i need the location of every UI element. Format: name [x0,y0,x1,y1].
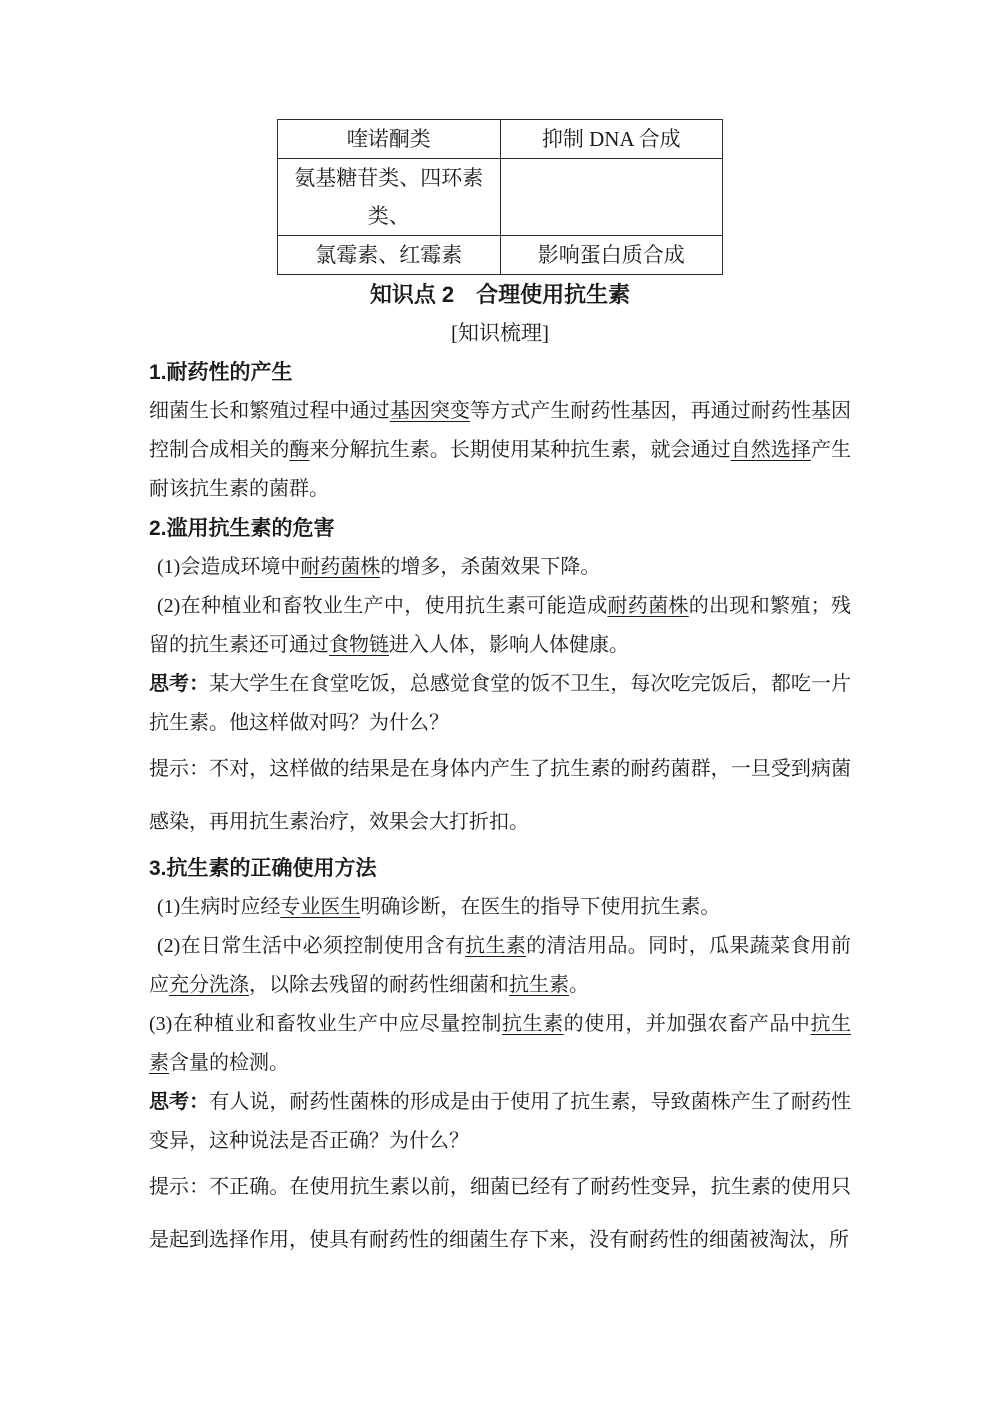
document-body [149,0,851,1267]
table-cell-antibiotic-class: 氯霉素、红霉素 [278,236,501,275]
paragraph-resistance-origin: 细菌生长和繁殖过程中通过基因突变等方式产生耐药性基因，再通过耐药性基因控制合成相关的酶来分解抗生素。长期使用某种抗生素，就会通过自然选择产生耐该抗生素的菌群。 [149,400,852,500]
paragraph-hint-answer-2: 提示：不正确。在使用抗生素以前，细菌已经有了耐药性变异，抗生素的使用只是起到选择作用，使具有耐药性的细菌生存下来，没有耐药性的细菌被淘汰，所 [149,1176,851,1251]
paragraph-usage-item-3: (3)在种植业和畜牧业生产中应尽量控制抗生素的使用，并加强农畜产品中抗生素含量的检测。 [149,1013,852,1074]
table-row [278,236,723,275]
paragraph-harm-item-2: (2)在种植业和畜牧业生产中，使用抗生素可能造成耐药菌株的出现和繁殖；残留的抗生素还可通过食物链进入人体，影响人体健康。 [149,595,851,656]
paragraph-hint-answer-1: 提示：不对，这样做的结果是在身体内产生了抗生素的耐药菌群，一旦受到病菌感染，再用抗生素治疗，效果会大打折扣。 [149,758,851,833]
knowledge-point-heading: 知识点 2 合理使用抗生素 [369,282,631,307]
paragraph-think-question-1: 思考：某大学生在食堂吃饭，总感觉食堂的饭不卫生，每次吃完饭后，都吃一片抗生素。他这样做对吗？为什么？ [149,673,852,734]
section-heading-correct-usage: 3.抗生素的正确使用方法 [149,857,377,880]
table-cell-mechanism: 影响蛋白质合成 [500,236,723,275]
table-cell-antibiotic-class: 喹诺酮类 [278,120,501,159]
paragraph-harm-item-1: (1)会造成环境中耐药菌株的增多，杀菌效果下降。 [157,556,601,578]
paragraph-usage-item-1: (1)生病时应经专业医生明确诊断，在医生的指导下使用抗生素。 [157,896,721,918]
table-row [278,120,723,159]
table-cell-antibiotic-class: 氨基糖苷类、四环素类、 [278,159,501,236]
table-cell-mechanism [500,159,723,236]
paragraph-usage-item-2: (2)在日常生活中必须控制使用含有抗生素的清洁用品。同时，瓜果蔬菜食用前应充分洗涤，以除去残留的耐药性细菌和抗生素。 [149,935,852,996]
review-subheading: [知识梳理] [451,321,549,345]
section-heading-abuse-harm: 2.滥用抗生素的危害 [149,517,335,540]
section-heading-resistance-origin: 1.耐药性的产生 [149,361,293,384]
table-row [278,159,723,236]
antibiotic-mechanism-table [277,119,723,275]
table-cell-mechanism: 抑制 DNA 合成 [500,120,723,159]
paragraph-think-question-2: 思考：有人说，耐药性菌株的形成是由于使用了抗生素，导致菌株产生了耐药性变异，这种说法是否正确？为什么？ [149,1091,852,1152]
